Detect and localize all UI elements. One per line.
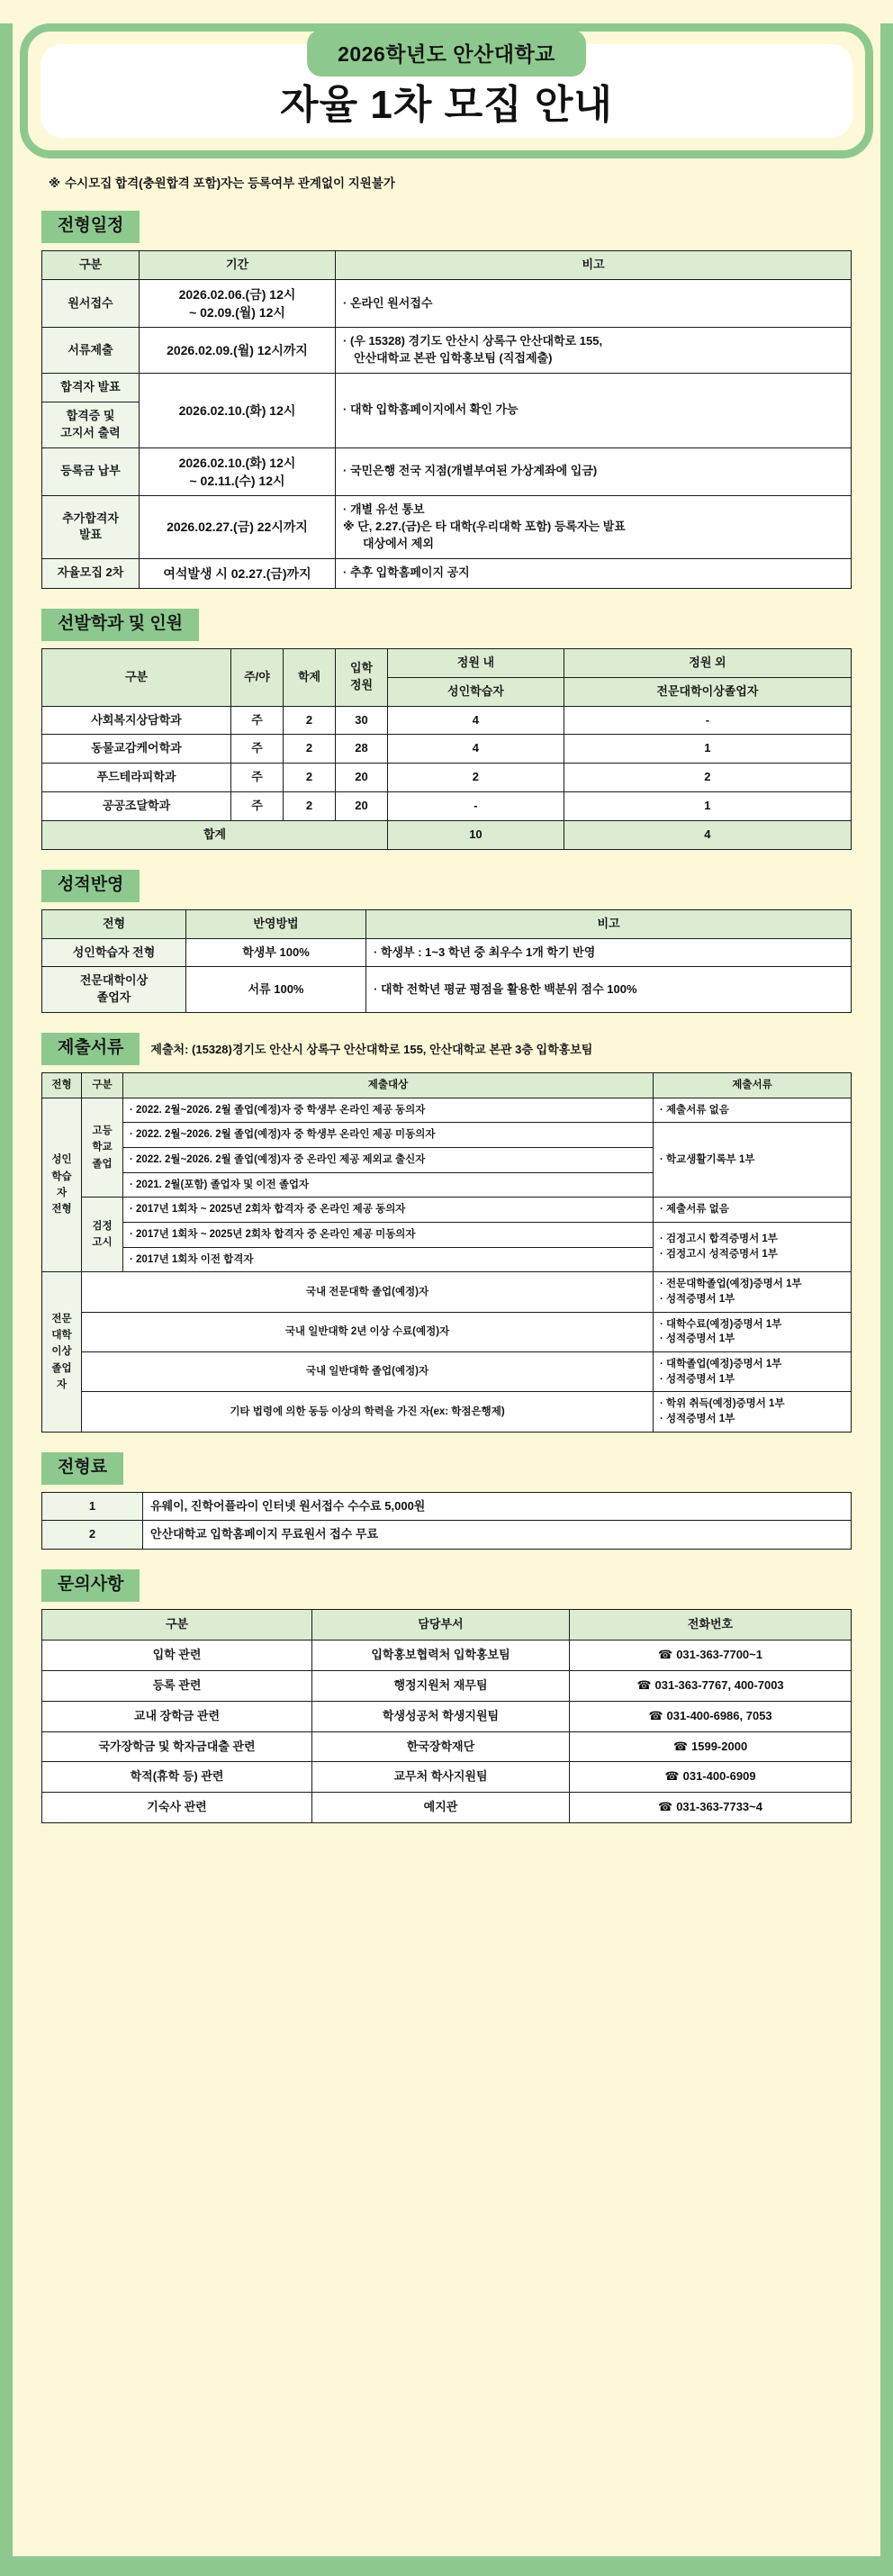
- grades-col-type: 전형: [42, 909, 186, 938]
- grades-method: 서류 100%: [186, 967, 366, 1013]
- section-documents: [41, 1033, 852, 1433]
- dept-col-outside: 정원 외: [564, 648, 851, 677]
- schedule-category: 자율모집 2차: [42, 558, 140, 588]
- dept-years: 2: [284, 764, 336, 792]
- dept-col-within-sub: 성인학습자: [388, 677, 564, 706]
- phone-icon: ☎: [658, 1647, 673, 1661]
- poster-header: [20, 23, 873, 158]
- docs-col-category: 구분: [82, 1072, 123, 1098]
- contact-dept: 예지관: [312, 1793, 570, 1823]
- docs-doc: · 학교생활기록부 1부: [654, 1123, 852, 1198]
- schedule-period: 여석발생 시 02.27.(금)까지: [140, 558, 336, 588]
- grades-type-line2: 졸업자: [96, 990, 131, 1005]
- dept-daynight: 주: [231, 764, 284, 792]
- docs-doc-line2: · 검정고시 성적증명서 1부: [660, 1249, 778, 1261]
- schedule-table: [41, 250, 852, 589]
- docs-doc: [654, 1392, 852, 1432]
- schedule-remark-line2: 안산대학교 본관 입학홍보팀 (직접제출): [354, 351, 553, 366]
- dept-outside: -: [564, 706, 851, 735]
- schedule-category: 합격자 발표: [42, 374, 140, 402]
- contact-phone-cell: [570, 1731, 852, 1762]
- contact-table: [41, 1609, 852, 1823]
- grades-type: [42, 967, 186, 1013]
- contact-category: 국가장학금 및 학자금대출 관련: [42, 1731, 312, 1762]
- contact-col-category: 구분: [42, 1610, 312, 1641]
- docs-target: · 2021. 2월(포함) 졸업자 및 이전 졸업자: [123, 1172, 654, 1198]
- dept-col-outside-sub: 전문대학이상졸업자: [564, 677, 851, 706]
- contact-phone-cell: [570, 1670, 852, 1701]
- schedule-period: 2026.02.09.(월) 12시까지: [140, 328, 336, 374]
- dept-daynight: 주: [231, 735, 284, 764]
- dept-quota: 20: [336, 764, 388, 792]
- docs-doc-line1: · 전문대학졸업(예정)증명서 1부: [660, 1279, 802, 1290]
- docs-subgroup-line1: 검정: [92, 1220, 113, 1232]
- docs-subgroup-line1: 고등: [92, 1125, 113, 1136]
- schedule-category: 등록금 납부: [42, 447, 140, 496]
- docs-group-college-grad: [42, 1272, 82, 1432]
- schedule-category-line1: 합격증 및: [66, 408, 115, 422]
- schedule-period: [140, 279, 336, 328]
- table-row: [42, 1640, 852, 1670]
- docs-doc: [654, 1222, 852, 1271]
- fee-no: 1: [42, 1492, 143, 1521]
- dept-outside: 2: [564, 764, 851, 792]
- grades-col-method: 반영방법: [186, 909, 366, 938]
- schedule-category: 원서접수: [42, 279, 140, 328]
- dept-outside: 1: [564, 792, 851, 821]
- docs-group-line3: 전형: [51, 1204, 72, 1216]
- contact-phone: 1599-2000: [691, 1739, 748, 1753]
- schedule-period: 2026.02.27.(금) 22시까지: [140, 496, 336, 559]
- dept-within: 4: [388, 735, 564, 764]
- page-title: 자율 1차 모집 안내: [280, 83, 613, 127]
- docs-group-adult-learner: [42, 1098, 82, 1272]
- section-departments: [41, 609, 852, 850]
- grades-heading: 성적반영: [41, 870, 140, 902]
- schedule-remark: · 추후 입학홈페이지 공지: [336, 558, 852, 588]
- table-row: [42, 1701, 852, 1731]
- docs-group-line4: 졸업자: [51, 1362, 72, 1391]
- dept-quota: 20: [336, 792, 388, 821]
- table-row: [42, 1351, 852, 1391]
- table-row: [42, 1762, 852, 1793]
- docs-doc-line1: · 학위 취득(예정)증명서 1부: [660, 1398, 785, 1410]
- contact-phone-cell: [570, 1701, 852, 1731]
- dept-name: 동물교감케어학과: [42, 735, 231, 764]
- docs-doc-line2: · 성적증명서 1부: [660, 1373, 735, 1385]
- docs-subgroup-line2: 고시: [92, 1237, 113, 1249]
- dept-col-quota-line2: 정원: [349, 678, 374, 692]
- docs-subgroup-line3: 졸업: [92, 1158, 113, 1170]
- schedule-period-line2: ~ 02.09.(월) 12시: [189, 305, 285, 321]
- section-schedule: [41, 211, 852, 589]
- contact-dept: 학생성공처 학생지원팀: [312, 1701, 570, 1731]
- schedule-period-line1: 2026.02.10.(화) 12시: [178, 455, 296, 470]
- schedule-heading-row: [41, 211, 852, 243]
- dept-years: 2: [284, 792, 336, 821]
- contact-category: 입학 관련: [42, 1640, 312, 1670]
- contact-col-phone: 전화번호: [570, 1610, 852, 1641]
- fees-heading: 전형료: [41, 1452, 123, 1485]
- dept-years: 2: [284, 735, 336, 764]
- schedule-remark: [336, 328, 852, 374]
- dept-daynight: 주: [231, 706, 284, 735]
- docs-group-line2: 대학: [51, 1329, 72, 1341]
- schedule-remark-line1: · 온라인 원서접수: [343, 295, 433, 310]
- phone-icon: ☎: [672, 1739, 689, 1753]
- schedule-remark: · 대학 입학홈페이지에서 확인 가능: [336, 374, 852, 448]
- schedule-col-period: 기간: [140, 250, 336, 279]
- fee-text: 유웨이, 진학어플라이 인터넷 원서접수 수수료 5,000원: [143, 1492, 852, 1521]
- dept-name: 사회복지상담학과: [42, 706, 231, 735]
- grades-heading-row: [41, 870, 852, 902]
- docs-col-target: 제출대상: [123, 1072, 654, 1098]
- poster-page: [0, 23, 893, 2576]
- docs-doc-line2: · 성적증명서 1부: [660, 1333, 735, 1345]
- dept-total-label: 합계: [42, 820, 388, 849]
- table-row: [42, 735, 852, 764]
- grades-type-line1: 전문대학이상: [79, 973, 149, 988]
- contact-phone-cell: [570, 1762, 852, 1793]
- docs-doc: · 제출서류 없음: [654, 1198, 852, 1223]
- schedule-remark-line2: ※ 단, 2.27.(금)은 타 대학(우리대학 포함) 등록자는 발표: [343, 519, 626, 533]
- table-row: [42, 1793, 852, 1823]
- docs-target: · 2022. 2월~2026. 2월 졸업(예정)자 중 학생부 온라인 제공 미동의자: [123, 1123, 654, 1148]
- docs-doc: [654, 1351, 852, 1391]
- grades-remark: · 학생부 : 1~3 학년 중 최우수 1개 학기 반영: [366, 938, 852, 967]
- table-row: [42, 1392, 852, 1432]
- contact-phone-cell: [570, 1793, 852, 1823]
- section-grades: [41, 870, 852, 1013]
- table-row: [42, 447, 852, 496]
- docs-target: · 2017년 1회차 이전 합격자: [123, 1247, 654, 1272]
- fee-no: 2: [42, 1521, 143, 1550]
- fees-table: [41, 1492, 852, 1550]
- schedule-period-line1: 2026.02.06.(금) 12시: [178, 286, 296, 302]
- departments-heading-row: [41, 609, 852, 641]
- frame-bottom-strip: [0, 2556, 893, 2576]
- table-total-row: [42, 820, 852, 849]
- contact-phone: 031-400-6909: [682, 1769, 756, 1784]
- table-row: [42, 1272, 852, 1312]
- grades-method: 학생부 100%: [186, 938, 366, 967]
- docs-doc: · 제출서류 없음: [654, 1098, 852, 1123]
- table-row: [42, 764, 852, 792]
- documents-heading-row: [41, 1033, 852, 1065]
- dept-daynight: 주: [231, 792, 284, 821]
- grades-type: 성인학습자 전형: [42, 938, 186, 967]
- fee-text: 안산대학교 입학홈페이지 무료원서 접수 무료: [143, 1521, 852, 1550]
- docs-doc: [654, 1312, 852, 1351]
- contact-phone: 031-363-7700~1: [676, 1647, 762, 1661]
- contact-phone-cell: [570, 1640, 852, 1670]
- docs-doc-line1: · 대학졸업(예정)증명서 1부: [660, 1358, 782, 1369]
- schedule-category-line2: 고지서 출력: [60, 425, 121, 439]
- table-row: [42, 1098, 852, 1123]
- contact-phone: 031-400-6986, 7053: [666, 1708, 772, 1722]
- header-badge: 2026학년도 안산대학교: [307, 30, 586, 77]
- docs-doc-line2: · 성적증명서 1부: [660, 1293, 735, 1305]
- docs-subgroup-highschool: [82, 1098, 123, 1198]
- schedule-col-category: 구분: [42, 250, 140, 279]
- table-header-row: [42, 250, 852, 279]
- docs-group-line1: 성인: [51, 1154, 72, 1166]
- docs-group-line1: 전문: [51, 1313, 72, 1324]
- contact-dept: 한국장학재단: [312, 1731, 570, 1762]
- contact-phone: 031-363-7733~4: [676, 1800, 762, 1814]
- table-row: [42, 1670, 852, 1701]
- docs-target: · 2022. 2월~2026. 2월 졸업(예정)자 중 학생부 온라인 제공 동의자: [123, 1098, 654, 1123]
- docs-target: · 2017년 1회차 ~ 2025년 2회차 합격자 중 온라인 제공 미동의자: [123, 1222, 654, 1247]
- table-row: [42, 1521, 852, 1550]
- schedule-remark-line1: · (우 15328) 경기도 안산시 상록구 안산대학로 155,: [343, 334, 603, 348]
- docs-doc-line2: · 성적증명서 1부: [660, 1414, 735, 1424]
- departments-table: [41, 648, 852, 850]
- dept-within: 2: [388, 764, 564, 792]
- docs-subgroup-line2: 학교: [92, 1142, 113, 1153]
- schedule-category: [42, 496, 140, 559]
- dept-total-outside: 4: [564, 820, 851, 849]
- dept-name: 푸드테라피학과: [42, 764, 231, 792]
- schedule-category: 서류제출: [42, 328, 140, 374]
- documents-address-note: 제출처: (15328)경기도 안산시 상록구 안산대학로 155, 안산대학교 본관 3층 입학홍보팀: [150, 1043, 593, 1057]
- contact-category: 등록 관련: [42, 1670, 312, 1701]
- docs-target: · 2017년 1회차 ~ 2025년 2회차 합격자 중 온라인 제공 동의자: [123, 1198, 654, 1223]
- contact-dept: 입학홍보협력처 입학홍보팀: [312, 1640, 570, 1670]
- docs-subgroup-ged: [82, 1198, 123, 1272]
- table-row: [42, 938, 852, 967]
- contact-category: 교내 장학금 관련: [42, 1701, 312, 1731]
- docs-group-line2: 학습자: [51, 1170, 72, 1198]
- dept-col-quota-line1: 입학: [349, 661, 374, 675]
- docs-target: 국내 일반대학 졸업(예정)자: [82, 1351, 654, 1391]
- note-mark-icon: ※: [49, 176, 61, 190]
- schedule-period-line2: ~ 02.11.(수) 12시: [189, 473, 285, 488]
- table-row: [42, 1123, 852, 1148]
- documents-heading: 제출서류: [41, 1033, 140, 1065]
- dept-col-years: 학제: [284, 648, 336, 706]
- docs-target: · 2022. 2월~2026. 2월 졸업(예정)자 중 온라인 제공 제외교 출신자: [123, 1147, 654, 1172]
- table-row: [42, 279, 852, 328]
- dept-years: 2: [284, 706, 336, 735]
- table-row: [42, 374, 852, 402]
- schedule-period: 2026.02.10.(화) 12시: [140, 374, 336, 448]
- contact-dept: 교무처 학사지원팀: [312, 1762, 570, 1793]
- dept-col-category: 구분: [42, 648, 231, 706]
- schedule-col-remark: 비고: [336, 250, 852, 279]
- table-row: [42, 967, 852, 1013]
- phone-icon: ☎: [636, 1677, 652, 1692]
- dept-col-quota: [336, 648, 388, 706]
- docs-col-doc: 제출서류: [654, 1072, 852, 1098]
- docs-target: 국내 일반대학 2년 이상 수료(예정)자: [82, 1312, 654, 1351]
- contact-heading: 문의사항: [41, 1569, 140, 1602]
- section-contact: [41, 1569, 852, 1823]
- table-row: [42, 1198, 852, 1223]
- documents-table: [41, 1072, 852, 1433]
- contact-phone: 031-363-7767, 400-7003: [654, 1677, 784, 1692]
- schedule-category-line1: 추가합격자: [62, 511, 119, 525]
- phone-icon: ☎: [648, 1708, 663, 1722]
- docs-doc-line1: · 검정고시 합격증명서 1부: [660, 1234, 778, 1245]
- schedule-remark-line1: · 개별 유선 통보: [343, 502, 425, 517]
- table-row: [42, 706, 852, 735]
- fees-heading-row: [41, 1452, 852, 1485]
- contact-dept: 행정지원처 재무팀: [312, 1670, 570, 1701]
- schedule-remark: · 국민은행 전국 지점(개별부여된 가상계좌에 입금): [336, 447, 852, 496]
- note-text: 수시모집 합격(충원합격 포함)자는 등록여부 관계없이 지원불가: [65, 176, 395, 190]
- contact-col-dept: 담당부서: [312, 1610, 570, 1641]
- contact-category: 학적(휴학 등) 관련: [42, 1762, 312, 1793]
- schedule-remark: [336, 496, 852, 559]
- schedule-remark: [336, 279, 852, 328]
- table-header-row: [42, 1610, 852, 1641]
- table-header-row: [42, 648, 852, 677]
- dept-quota: 28: [336, 735, 388, 764]
- schedule-category-line2: 발표: [78, 528, 103, 542]
- table-row: [42, 1492, 852, 1521]
- schedule-remark-line3: 대상에서 제외: [363, 536, 434, 550]
- eligibility-note: [49, 173, 852, 191]
- dept-within: -: [388, 792, 564, 821]
- grades-col-remark: 비고: [366, 909, 852, 938]
- table-row: [42, 1731, 852, 1762]
- grades-table: [41, 909, 852, 1013]
- dept-outside: 1: [564, 735, 851, 764]
- dept-quota: 30: [336, 706, 388, 735]
- table-row: [42, 328, 852, 374]
- table-header-row: [42, 1072, 852, 1098]
- schedule-category: [42, 402, 140, 447]
- contact-category: 기숙사 관련: [42, 1793, 312, 1823]
- table-row: [42, 1312, 852, 1351]
- docs-doc-line1: · 대학수료(예정)증명서 1부: [660, 1318, 782, 1330]
- dept-col-within: 정원 내: [388, 648, 564, 677]
- phone-icon: ☎: [658, 1800, 673, 1814]
- docs-doc: [654, 1272, 852, 1312]
- docs-col-type: 전형: [42, 1072, 82, 1098]
- docs-target: 국내 전문대학 졸업(예정)자: [82, 1272, 654, 1312]
- schedule-heading: 전형일정: [41, 211, 140, 243]
- dept-total-within: 10: [388, 820, 564, 849]
- section-fees: [41, 1452, 852, 1550]
- docs-target: 기타 법령에 의한 동등 이상의 학력을 가진 자(ex: 학점은행제): [82, 1392, 654, 1432]
- docs-group-line3: 이상: [51, 1346, 72, 1358]
- table-row: [42, 558, 852, 588]
- dept-within: 4: [388, 706, 564, 735]
- grades-remark: · 대학 전학년 평균 평점을 활용한 백분위 점수 100%: [366, 967, 852, 1013]
- dept-col-daynight: 주/야: [231, 648, 284, 706]
- contact-heading-row: [41, 1569, 852, 1602]
- schedule-period: [140, 447, 336, 496]
- table-row: [42, 1222, 852, 1247]
- departments-heading: 선발학과 및 인원: [41, 609, 199, 641]
- dept-name: 공공조달학과: [42, 792, 231, 821]
- phone-icon: ☎: [664, 1769, 680, 1784]
- table-row: [42, 496, 852, 559]
- table-header-row: [42, 909, 852, 938]
- table-row: [42, 792, 852, 821]
